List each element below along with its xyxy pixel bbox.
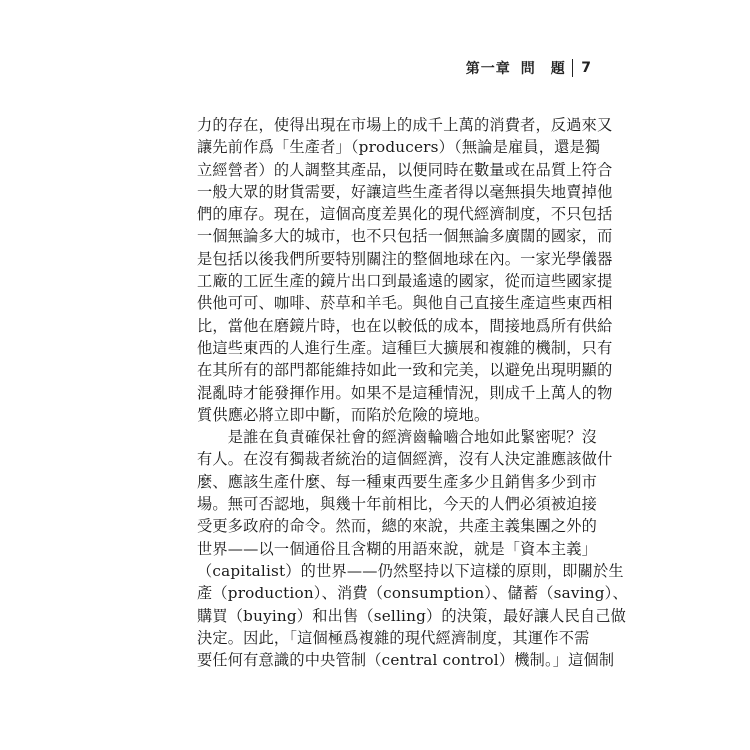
text-line: 力的存在，使得出現在市場上的成千上萬的消費者，反過來又 <box>197 116 613 134</box>
text-line: 混亂時才能發揮作用。如果不是這種情況，則成千上萬人的物 <box>197 383 613 402</box>
text-line: 受更多政府的命令。然而，總的來說，共產主義集團之外的 <box>197 517 598 536</box>
chapter-label: 第一章 <box>465 61 511 77</box>
text-line: 麼、應該生產什麼、每一種東西要生產多少且銷售多少到市 <box>197 472 598 491</box>
text-line: 在其所有的部門都能維持如此一致和完美，以避免出現明顯的 <box>197 361 613 380</box>
text-line: 他這些東西的人進行生產。這種巨大擴展和複雜的機制，只有 <box>197 338 613 357</box>
text-line: 比，當他在磨鏡片時，也在以較低的成本，間接地爲所有供給 <box>197 316 613 335</box>
text-line: 要任何有意識的中央管制（central control）機制。」這個制 <box>197 651 615 670</box>
text-line: 購買（buying）和出售（selling）的決策，最好讓人民自己做 <box>197 606 627 625</box>
text-line: 場。無可否認地，與幾十年前相比，今天的人們必須被迫接 <box>197 495 598 514</box>
text-line: 有人。在沒有獨裁者統治的這個經濟，沒有人決定誰應該做什 <box>197 450 613 469</box>
text-line: 立經營者）的人調整其產品，以便同時在數量或在品質上符合 <box>197 160 613 179</box>
paragraph-1 <box>197 114 613 426</box>
paragraph-2 <box>197 426 628 671</box>
page-number: 7 <box>581 60 592 76</box>
text-line: 產（production）、消費（consumption）、儲蓄（saving）、 <box>197 584 628 603</box>
text-line: 讓先前作爲「生產者」（producers）（無論是雇員，還是獨 <box>197 138 601 157</box>
text-line: 一般大眾的財貨需要，好讓這些生產者得以毫無損失地賣掉他 <box>197 182 613 201</box>
running-header <box>466 58 592 78</box>
text-line: 質供應必將立即中斷，而陷於危險的境地。 <box>197 405 490 424</box>
header-divider <box>572 59 574 77</box>
text-line: （capitalist）的世界——仍然堅持以下這樣的原則，即關於生 <box>197 561 624 580</box>
chapter-title: 問 題 <box>520 61 566 77</box>
text-line: 是包括以後我們所要特別關注的整個地球在內。一家光學儀器 <box>197 249 613 268</box>
text-line: 是誰在負責確保社會的經濟齒輪嚙合地如此緊密呢？沒 <box>197 428 598 447</box>
text-line: 一個無論多大的城市，也不只包括一個無論多廣闊的國家，而 <box>197 227 613 246</box>
body-text <box>197 114 628 671</box>
text-line: 供他可可、咖啡、菸草和羊毛。與他自己直接生產這些東西相 <box>197 294 613 313</box>
text-line: 工廠的工匠生產的鏡片出口到最遙遠的國家，從而這些國家提 <box>197 272 613 291</box>
text-line: 世界——以一個通俗且含糊的用語來說，就是「資本主義」 <box>197 539 598 558</box>
text-line: 決定。因此，「這個極爲複雜的現代經濟制度，其運作不需 <box>197 628 590 647</box>
text-line: 們的庫存。現在，這個高度差異化的現代經濟制度，不只包括 <box>197 205 613 224</box>
